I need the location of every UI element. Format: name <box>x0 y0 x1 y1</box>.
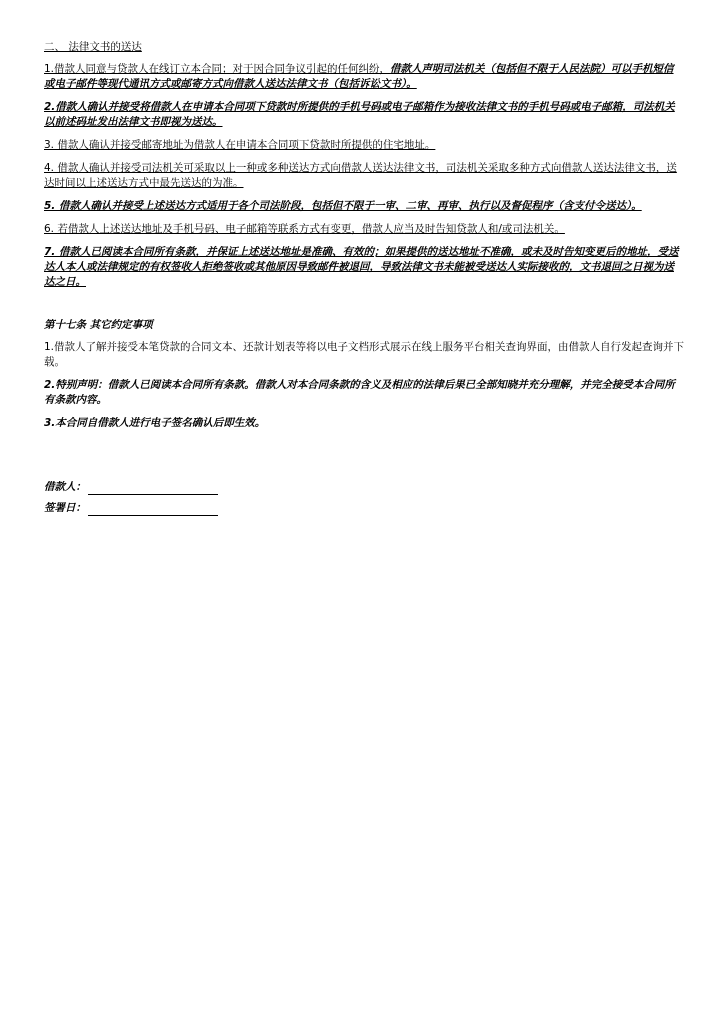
article-paragraph-3: 3.本合同自借款人进行电子签名确认后即生效。 <box>44 417 266 429</box>
date-signature-row <box>44 500 684 516</box>
date-label: 签署日： <box>44 502 86 514</box>
article-paragraph-2: 2.特别声明：借款人已阅读本合同所有条款。借款人对本合同条款的含义及相应的法律后果已全部知晓并充分理解，并完全接受本合同所有条款内容。 <box>44 379 675 406</box>
paragraph-6: 6. 若借款人上述送达地址及手机号码、电子邮箱等联系方式有变更，借款人应当及时告知贷款人和/或司法机关。 <box>44 223 565 235</box>
borrower-label: 借款人： <box>44 481 86 493</box>
paragraph-7: 7. 借款人已阅读本合同所有条款，并保证上述送达地址是准确、有效的；如果提供的送达地址不准确，或未及时告知变更后的地址，受送达人本人或法律规定的有权签收人拒绝签收或其他原因导致邮件被退回，导致法律文书未能被受送达人实际接收的，文书退回之日视为送达之日。 <box>44 246 679 288</box>
document-page <box>44 40 684 521</box>
borrower-signature-row <box>44 479 684 495</box>
paragraph-4: 4. 借款人确认并接受司法机关可采取以上一种或多种送达方式向借款人送达法律文书，司法机关采取多种方式向借款人送达法律文书，送达时间以上述送达方式中最先送达的为准。 <box>44 162 677 189</box>
article-paragraph-1: 1.借款人了解并接受本笔贷款的合同文本、还款计划表等将以电子文档形式展示在线上服务平台相关查询界面，由借款人自行发起查询并下载。 <box>44 341 685 368</box>
paragraph-5: 5. 借款人确认并接受上述送达方式适用于各个司法阶段，包括但不限于一审、二审、再审、执行以及督促程序（含支付令送达）。 <box>44 200 642 212</box>
signature-block <box>44 479 684 516</box>
article-title: 第十七条 其它约定事项 <box>44 319 153 331</box>
date-signature-line[interactable] <box>88 503 218 516</box>
paragraph-1 <box>44 62 684 92</box>
paragraph-1-bold: 借款人声明司法机关（包括但不限于人民法院）可以手机短信或电子邮件等现代通讯方式或邮寄方式向借款人送达法律文书（包括诉讼文书）。 <box>44 63 674 90</box>
paragraph-2: 2.借款人确认并接受将借款人在申请本合同项下贷款时所提供的手机号码或电子邮箱作为接收法律文书的手机号码或电子邮箱，司法机关以前述码址发出法律文书即视为送达。 <box>44 101 675 128</box>
section-title: 二、 法律文书的送达 <box>44 41 142 53</box>
paragraph-3: 3. 借款人确认并接受邮寄地址为借款人在申请本合同项下贷款时所提供的住宅地址。 <box>44 139 436 151</box>
paragraph-1-normal: 1.借款人同意与贷款人在线订立本合同；对于因合同争议引起的任何纠纷， <box>44 63 391 75</box>
borrower-signature-line[interactable] <box>88 482 218 495</box>
